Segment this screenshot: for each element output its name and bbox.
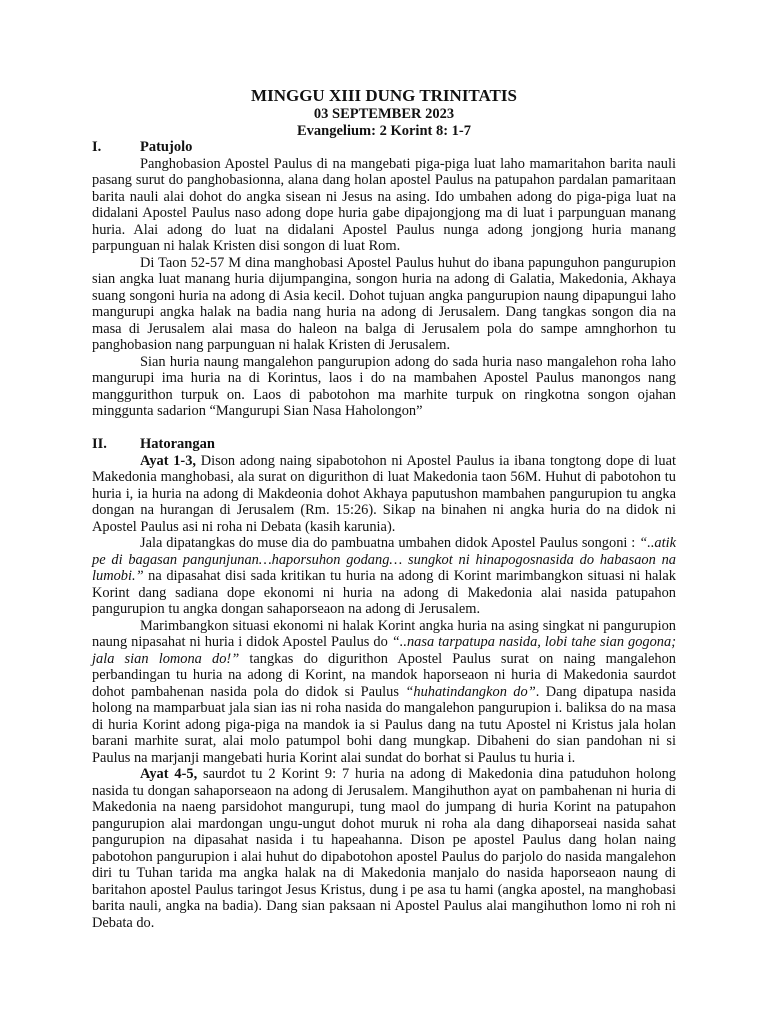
section-title: Patujolo	[140, 139, 193, 155]
paragraph-text: saurdot tu 2 Korint 9: 7 huria na adong di Makedonia dina patuduhon holong nasida tu dongan sahaporseaon na adong di Jerusalem. Mangihuthon ayat on pambahenan ni huria di Makedonia na naeng parsidohot mangurupi, tung maol do jumpang di huria Korint na patupahon pangurupion alai mardongan ungu-ungut dohot muruk ni roha ala dang dihaporseai nasida sahat pangurupion na dipasahat nasida i tu hapeahanna. Dison pe apostel Paulus dang holan naing pabotohon pangurupion i alai huhut do dipabotohon apostel Paulus do parjolo do nasida mangalehon diri tu Tuhan tarida ma angka halak na di Makedonia manjalo do nasida haporseaon naung di baritahon apostel Paulus taringot Jesus Kristus, dung i pe asa tu hami (angka apostel, na manghobasi barita nauli, angka na badia). Dang sian paksaan ni Apostel Paulus alai mangihuthon lomo ni roh ni Debata do.	[92, 766, 676, 931]
section-number: I.	[92, 139, 102, 155]
quote: “..atik pe di bagasan pangunjunan…haporsuhon godang… sungkot ni hinapogosnasida do habasaon na lumobi.”	[92, 535, 676, 584]
quote: “..nasa tarpatupa nasida, lobi tahe sian gogona; jala sian lomona do!”	[92, 634, 676, 667]
paragraph-text: Marimbangkon situasi ekonomi ni halak Korint angka huria na asing singkat ni pangurupion naung nipasahat ni huria i didok Apostel Paulus do	[92, 617, 676, 650]
document-date: 03 SEPTEMBER 2023	[313, 106, 455, 122]
paragraph	[92, 766, 676, 931]
paragraph-text: Jala dipatangkas do muse dia do pambuatna umbahen didok Apostel Paulus songoni :	[140, 535, 640, 551]
verse-label: Ayat 4-5,	[140, 766, 198, 782]
paragraph	[92, 453, 676, 536]
paragraph: Panghobasion Apostel Paulus di na mangebati piga-piga luat laho mamaritahon barita nauli pasang surut do panghobasionna, alana dang holan apostel Paulus na patupahon pardalan pamaritaan barita nauli alai dohot do angka sisean ni Jesus na asing. Ido umbahen adong do piga-piga luat na didalani Apostel Paulus naso adong dope huria gabe dipajongjong ma di luat i parpunguan manang huria. Alai adong do luat na didalani Apostel Paulus nunga adong jongjong huria manang parpunguan ni halak Kristen disi songon di luat Rom.	[92, 155, 676, 254]
paragraph-text: Dison adong naing sipabotohon ni Apostel Paulus ia ibana tongtong dope di luat Makedonia manghobasi, ala surat on digurithon di luat Makedonia taon 56M. Huhut di pabotohon tu huria i, ia huria na adong di Makdeonia dohot Akhaya paputushon mambahen pangurupion tu angka dongan na hurangan di Jerusalem (Rm. 15:26). Sikap na binahen ni angka huria do na didok ni Apostel Paulus asi ni roha ni Debata (kasih karunia).	[92, 452, 676, 535]
paragraph-text: tangkas do digurithon Apostel Paulus surat on naing mangalehon perbandingan tu huria na adong di Korint, na mandok haporseaon ni huria di Makedonia saurdot dohot pambahenan nasida pola do didok si Paulus	[92, 650, 676, 700]
section-heading-patujolo	[92, 139, 676, 156]
section-heading-hatorangan	[92, 436, 676, 453]
quote: “huhatindangkon do”	[405, 683, 536, 700]
paragraph	[92, 618, 676, 767]
document-title: MINGGU XIII DUNG TRINITATIS	[251, 86, 517, 105]
paragraph-text: na dipasahat disi sada kritikan tu huria na adong di Korint marimbangkon situasi ni halak Korint dang sadiana dope ekonomi ni huria na adong di Makedonia alai nasida patupahon pangurupion tu angka dongan sahaporseaon na adong di Jerusalem.	[92, 568, 676, 617]
section-number: II.	[92, 436, 107, 452]
paragraph	[92, 535, 676, 618]
paragraph-text: . Dang dipatupa nasida holong na mamparbuat jala sian ias ni roha nasida do mangalehon pangurupion i. baliksa do na masa di huria Korint adong piga-piga na mandok ia si Paulus dang na tutu Apostel ni Kristus jala holan barani marhite surat, alai molo patumpol bohi dang mungkap. Dibaheni do sian pandohan ni si Paulus na marjanji mangebati huria Korint alai sundat do borhat si Paulus tu huria i.	[92, 683, 676, 766]
paragraph: Di Taon 52-57 M dina manghobasi Apostel Paulus huhut do ibana papunguhon pangurupion sian angka luat manang huria dijumpangina, songon huria na adong di Galatia, Makedonia, Akhaya suang songoni huria na adong di Asia kecil. Dohot tujuan angka pangurupion naung dipapungui laho mangurupi angka halak na badia nang huria na adong di Jerusalem. Dang tangkas songon dia na masa di Jerusalem alai masa do haleon na balga di Jerusalem pola do sampe amnghorhon tu panghobasion nang parpunguan ni halak Kristen di Jerusalem.	[92, 254, 676, 353]
spacer	[92, 420, 676, 437]
verse-label: Ayat 1-3,	[140, 452, 196, 469]
section-title: Hatorangan	[140, 436, 215, 452]
gospel-reference: Evangelium: 2 Korint 8: 1-7	[297, 122, 471, 139]
paragraph: Sian huria naung mangalehon pangurupion adong do sada huria naso mangalehon roha laho mangurupi ima huria na di Korintus, laos i do na mambahen Apostel Paulus manongos nang manggurithon turpuk on. Laos di pabotohon ma marhite turpuk on ringkotna songon ojahan minggunta sadarion “Mangurupi Sian Nasa Haholongon”	[92, 353, 676, 419]
